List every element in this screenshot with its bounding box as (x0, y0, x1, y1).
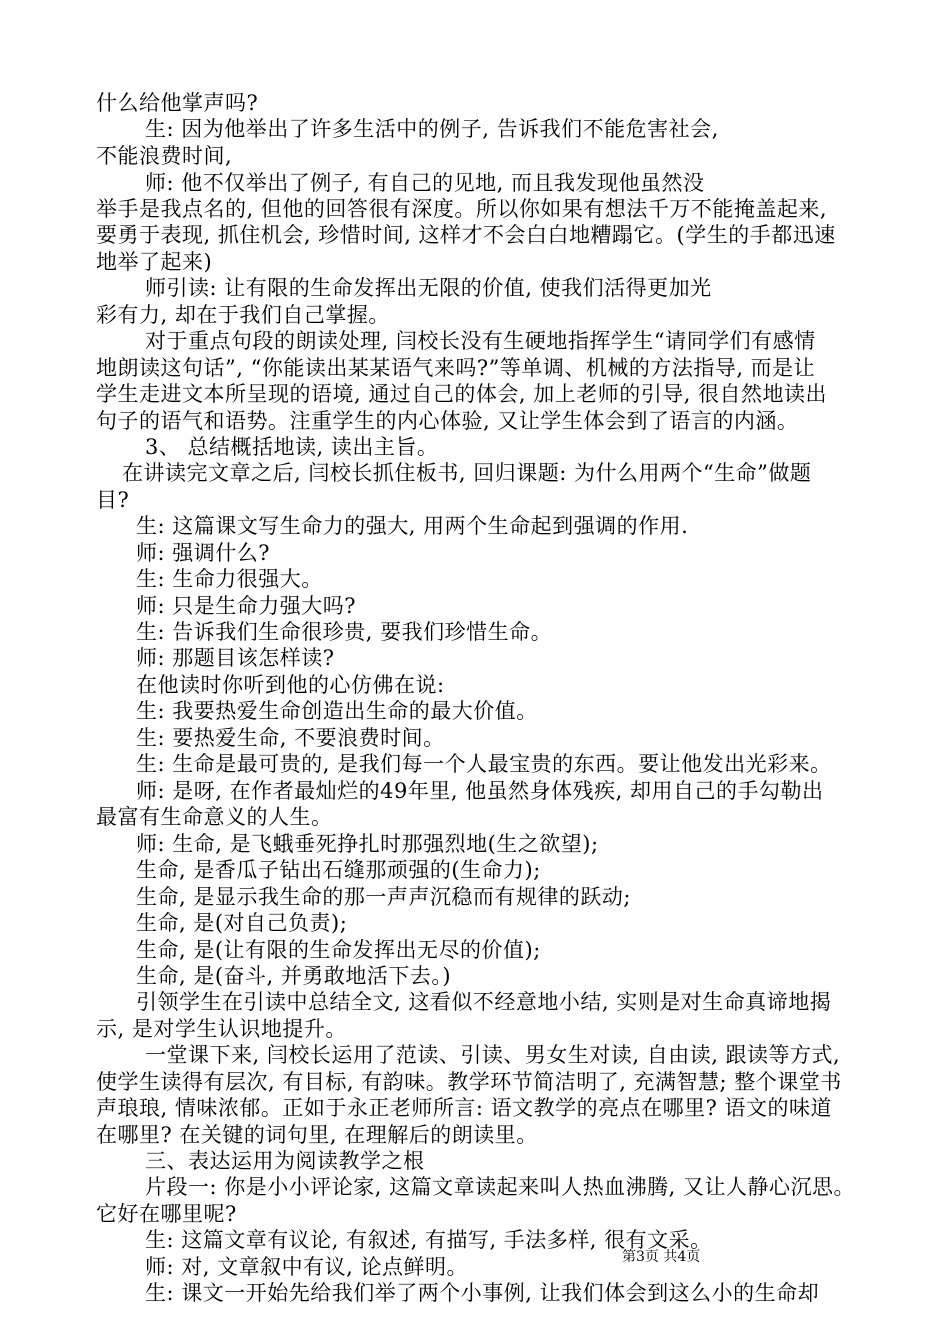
dialogue-line: 在他读时你听到他的心仿佛在说: (136, 673, 445, 697)
dialogue-line: 生: 生命力很强大。 (136, 567, 323, 591)
dialogue-line: 师: 那题目该怎样读? (136, 646, 335, 670)
dialogue-line: 师: 强调什么? (136, 541, 271, 565)
text-line: 声琅琅, 情味浓郁。正如于永正老师所言: 语文教学的亮点在哪里? 语文的味道 (96, 1096, 833, 1120)
text-line: 生命, 是显示我生命的那一声声沉稳而有规律的跃动; (136, 885, 631, 909)
text-line: 片段一: 你是小小评论家, 这篇文章读起来叫人热血沸腾, 又让人静心沉思。 (145, 1175, 855, 1199)
text-line: 它好在哪里呢? (96, 1202, 237, 1226)
text-line: 一堂课下来, 闫校长运用了范读、引读、男女生对读, 自由读, 跟读等方式, (145, 1043, 841, 1067)
text-line: 在讲读完文章之后, 闫校长抓住板书, 回归课题: 为什么用两个“生命”做题 (122, 461, 812, 485)
text-line: 举手是我点名的, 但他的回答很有深度。所以你如果有想法千万不能掩盖起来, (96, 197, 828, 221)
dialogue-line: 师: 只是生命力强大吗? (136, 594, 357, 618)
text-line: 最富有生命意义的人生。 (96, 805, 333, 829)
dialogue-line: 生: 课文一开始先给我们举了两个小事例, 让我们体会到这么小的生命却 (145, 1281, 820, 1305)
text-line: 生命, 是香瓜子钻出石缝那顽强的(生命力); (136, 858, 541, 882)
dialogue-line: 生: 告诉我们生命很珍贵, 要我们珍惜生命。 (136, 620, 553, 644)
dialogue-line: 生: 这篇课文写生命力的强大, 用两个生命起到强调的作用. (136, 514, 689, 538)
dialogue-line: 师: 生命, 是飞蛾垂死挣扎时那强烈地(生之欲望); (136, 832, 599, 856)
text-line: 地举了起来) (96, 250, 213, 274)
text-line: 生命, 是(奋斗, 并勇敢地活下去。) (136, 964, 452, 988)
text-line: 在哪里? 在关键的词句里, 在理解后的朗读里。 (96, 1123, 538, 1147)
text-line: 句子的语气和语势。注重学生的内心体验, 又让学生体会到了语言的内涵。 (96, 409, 799, 433)
text-line: 对于重点句段的朗读处理, 闫校长没有生硬地指挥学生“请同学们有感情 (145, 329, 816, 353)
text-line: 生命, 是(对自己负责); (136, 911, 348, 935)
text-line: 什么给他掌声吗? (96, 91, 259, 115)
text-line: 不能浪费时间, (96, 144, 233, 168)
text-line: 学生走进文本所呈现的语境, 通过自己的体会, 加上老师的引导, 很自然地读出 (96, 382, 828, 406)
text-line: 要勇于表现, 抓住机会, 珍惜时间, 这样才不会白白地糟蹋它。(学生的手都迅速 (96, 223, 836, 247)
text-line: 生命, 是(让有限的生命发挥出无尽的价值); (136, 938, 541, 962)
dialogue-line: 师: 对, 文章叙中有议, 论点鲜明。 (145, 1255, 468, 1279)
dialogue-line: 生: 生命是最可贵的, 是我们每一个人最宝贵的东西。要让他发出光彩来。 (136, 752, 832, 776)
dialogue-line: 师: 是呀, 在作者最灿烂的49年里, 他虽然身体残疾, 却用自己的手勾勒出 (136, 779, 824, 803)
text-line: 目? (96, 488, 130, 512)
section-heading: 3、 总结概括地读, 读出主旨。 (145, 435, 439, 459)
section-heading: 三、表达运用为阅读教学之根 (145, 1149, 425, 1173)
text-line: 地朗读这句话”, “你能读出某某语气来吗?”等单调、机械的方法指导, 而是让 (96, 356, 816, 380)
text-line: 生: 因为他举出了许多生活中的例子, 告诉我们不能危害社会, (145, 117, 719, 141)
text-line: 师: 他不仅举出了例子, 有自己的见地, 而且我发现他虽然没 (145, 171, 705, 195)
text-line: 使学生读得有层次, 有目标, 有韵味。教学环节简洁明了, 充满智慧; 整个课堂书 (96, 1070, 842, 1094)
text-line: 示, 是对学生认识地提升。 (96, 1017, 347, 1041)
dialogue-line: 生: 要热爱生命, 不要浪费时间。 (136, 726, 445, 750)
text-line: 师引读: 让有限的生命发挥出无限的价值, 使我们活得更加光 (145, 276, 712, 300)
page-footer: 第3页 共4页 (622, 1249, 701, 1265)
dialogue-line: 生: 我要热爱生命创造出生命的最大价值。 (136, 699, 538, 723)
text-line: 引领学生在引读中总结全文, 这看似不经意地小结, 实则是对生命真谛地揭 (136, 990, 832, 1014)
text-line: 彩有力, 却在于我们自己掌握。 (96, 303, 390, 327)
dialogue-line: 生: 这篇文章有议论, 有叙述, 有描写, 手法多样, 很有文采。 (145, 1228, 712, 1252)
